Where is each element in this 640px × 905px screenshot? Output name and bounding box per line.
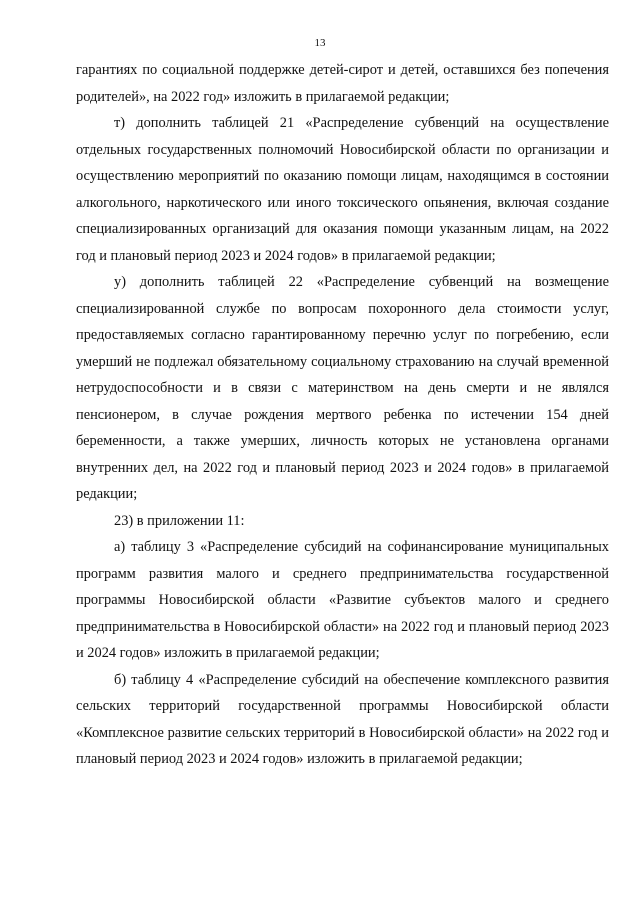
paragraph-item-a: а) таблицу 3 «Распределение субсидий на софинансирование муниципальных программ развития малого и среднего предпринимательства государственной программы Новосибирской области «Развитие субъектов малого и среднего предпринимательства в Новосибирской области» на 2022 год и плановый период 2023 и 2024 годов» изложить в прилагаемой редакции;: [76, 539, 609, 661]
paragraph-item-23: 23) в приложении 11:: [114, 512, 245, 529]
paragraph-continuation: гарантиях по социальной поддержке детей-сирот и детей, оставшихся без попечения родителей», на 2022 год» изложить в прилагаемой редакции;: [76, 62, 609, 105]
document-body: [76, 57, 609, 773]
paragraph-item-b: б) таблицу 4 «Распределение субсидий на обеспечение комплексного развития сельских территорий государственной программы Новосибирской области «Комплексное развитие сельских территорий в Новосибирской области» на 2022 год и плановый период 2023 и 2024 годов» изложить в прилагаемой редакции;: [76, 671, 609, 767]
page-number: 13: [314, 37, 326, 49]
paragraph-item-t: т) дополнить таблицей 21 «Распределение субвенций на осуществление отдельных государственных полномочий Новосибирской области по организации и осуществлению мероприятий по оказанию помощи лицам, находящимся в состоянии алкогольного, наркотического или иного токсического опьянения, включая создание специализированных организаций для оказания помощи указанным лицам, на 2022 год и плановый период 2023 и 2024 годов» в прилагаемой редакции;: [76, 115, 609, 264]
paragraph-item-u: у) дополнить таблицей 22 «Распределение субвенций на возмещение специализированной службе по вопросам похоронного дела стоимости услуг, предоставляемых согласно гарантированному перечню услуг по погребению, если умерший не подлежал обязательному социальному страхованию на случай временной нетрудоспособности и в связи с материнством на день смерти и не являлся пенсионером, в случае рождения мертвого ребенка по истечении 154 дней беременности, а также умерших, личность которых не установлена органами внутренних дел, на 2022 год и плановый период 2023 и 2024 годов» в прилагаемой редакции;: [76, 274, 609, 502]
